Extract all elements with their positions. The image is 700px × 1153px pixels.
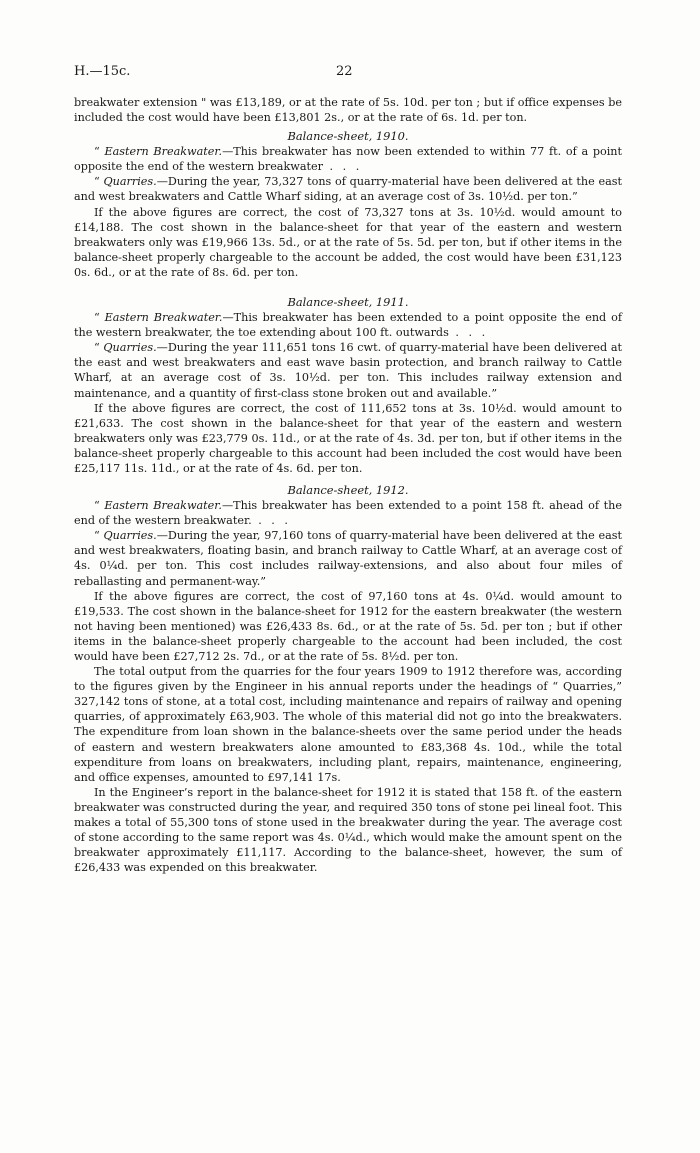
page-number: 22 xyxy=(336,64,353,79)
quote-text: —This breakwater has been extended to a point opposite the end of the western breakwater, the toe extending about 100 ft. outwards xyxy=(74,311,622,340)
quote-text: —This breakwater has now been extended to within 77 ft. of a point opposite the end of the western breakwater xyxy=(74,145,622,174)
open-quote: “ xyxy=(94,311,105,325)
quoted-paragraph xyxy=(74,144,622,174)
quoted-paragraph xyxy=(74,310,622,340)
section-heading: Balance-sheet, 1911. xyxy=(287,295,409,310)
body-paragraph: breakwater extension " was £13,189, or at the rate of 5s. 10d. per ton ; but if office expenses be included the cost would have been £13,801 2s., or at the rate of 6s. 1d. per ton. xyxy=(74,96,622,125)
quote-lead: Eastern Breakwater. xyxy=(104,499,222,513)
open-quote: “ xyxy=(94,341,104,355)
body-paragraph: If the above figures are correct, the cost of 97,160 tons at 4s. 0¼d. would amount to £19,533. The cost shown in the balance-sheet for 1912 for the eastern breakwater (the western not having been mentioned) was £26,433 8s. 6d., or at the rate of 5s. 5d. per ton ; but if other items in the balance-sheet properly chargeable to the account had been included, the cost would have been £27,712 2s. 7d., or at the rate of 5s. 8½d. per ton. xyxy=(74,589,622,663)
quote-lead: Eastern Breakwater. xyxy=(104,311,223,325)
quote-text: —During the year, 73,327 tons of quarry-material have been delivered at the east and west breakwaters and Cattle Wharf siding, at an average cost of 3s. 10½d. per ton.” xyxy=(74,175,622,204)
open-quote: “ xyxy=(94,175,104,189)
open-quote: “ xyxy=(94,145,105,159)
quoted-paragraph xyxy=(74,174,622,204)
quote-text: —During the year, 97,160 tons of quarry-material have been delivered at the east and west breakwaters, floating basin, and branch railway to Cattle Wharf, at an average cost of 4s. 0¼d. per ton. This cost includes railway-extensions, and also about four miles of reballasting and permanent-way.” xyxy=(74,529,622,588)
page-header xyxy=(74,64,634,84)
ellipsis-dots: . . . xyxy=(448,326,489,340)
document-body xyxy=(74,95,622,875)
quote-lead: Quarries. xyxy=(103,529,157,543)
quote-lead: Quarries. xyxy=(103,175,157,189)
open-quote: “ xyxy=(94,529,104,543)
body-paragraph: In the Engineer’s report in the balance-sheet for 1912 it is stated that 158 ft. of the eastern breakwater was constructed during the year, and required 350 tons of stone pei lineal foot. This makes a total of 55,300 tons of stone used in the breakwater during the year. The average cost of stone according to the same report was 4s. 0¼d., which would make the amount spent on the breakwater approximately £11,117. According to the balance-sheet, however, the sum of £26,433 was expended on this breakwater. xyxy=(74,785,622,875)
quote-text: —During the year 111,651 tons 16 cwt. of quarry-material have been delivered at the east and west breakwaters and east wave basin protection, and branch railway to Cattle Wharf, at an average cost of 3s. 10½d. per ton. This includes railway extension and maintenance, and a quantity of first-class stone broken out and available.” xyxy=(74,341,622,400)
quoted-paragraph xyxy=(74,528,622,588)
ellipsis-dots: . . . xyxy=(251,514,291,528)
quote-lead: Eastern Breakwater. xyxy=(104,145,223,159)
quoted-paragraph xyxy=(74,498,622,528)
quote-lead: Quarries. xyxy=(103,341,157,355)
quoted-paragraph xyxy=(74,340,622,400)
body-paragraph: If the above figures are correct, the cost of 111,652 tons at 3s. 10½d. would amount to £21,633. The cost shown in the balance-sheet for that year of the eastern and western breakwaters only was £23,779 0s. 11d., or at the rate of 4s. 3d. per ton, but if other items in the balance-sheet properly chargeable to this account had been included the cost would have been £25,117 11s. 11d., or at the rate of 4s. 6d. per ton. xyxy=(74,401,622,475)
quote-text: —This breakwater has been extended to a point 158 ft. ahead of the end of the western breakwater. xyxy=(74,499,622,528)
body-paragraph: The total output from the quarries for the four years 1909 to 1912 therefore was, according to the figures given by the Engineer in his annual reports under the headings of “ Quarries,” 327,142 tons of stone, at a total cost, including maintenance and repairs of railway and opening quarries, of approximately £63,903. The whole of this material did not go into the breakwaters. The expenditure from loan shown in the balance-sheets over the same period under the heads of eastern and western breakwaters alone amounted to £83,368 4s. 10d., while the total expenditure from loans on breakwaters, including plant, repairs, maintenance, engineering, and office expenses, amounted to £97,141 17s. xyxy=(74,665,622,784)
section-heading: Balance-sheet, 1912. xyxy=(287,483,409,498)
body-paragraph: If the above figures are correct, the cost of 73,327 tons at 3s. 10½d. would amount to £14,188. The cost shown in the balance-sheet for that year of the eastern and western breakwaters only was £19,966 13s. 5d., or at the rate of 5s. 5d. per ton, but if other items in the balance-sheet properly chargeable to the account be added, the cost would have been £31,123 0s. 6d., or at the rate of 8s. 6d. per ton. xyxy=(74,205,622,279)
document-reference: H.—15c. xyxy=(74,64,131,79)
ellipsis-dots: . . . xyxy=(322,160,363,174)
section-heading: Balance-sheet, 1910. xyxy=(287,129,409,144)
open-quote: “ xyxy=(94,499,105,513)
